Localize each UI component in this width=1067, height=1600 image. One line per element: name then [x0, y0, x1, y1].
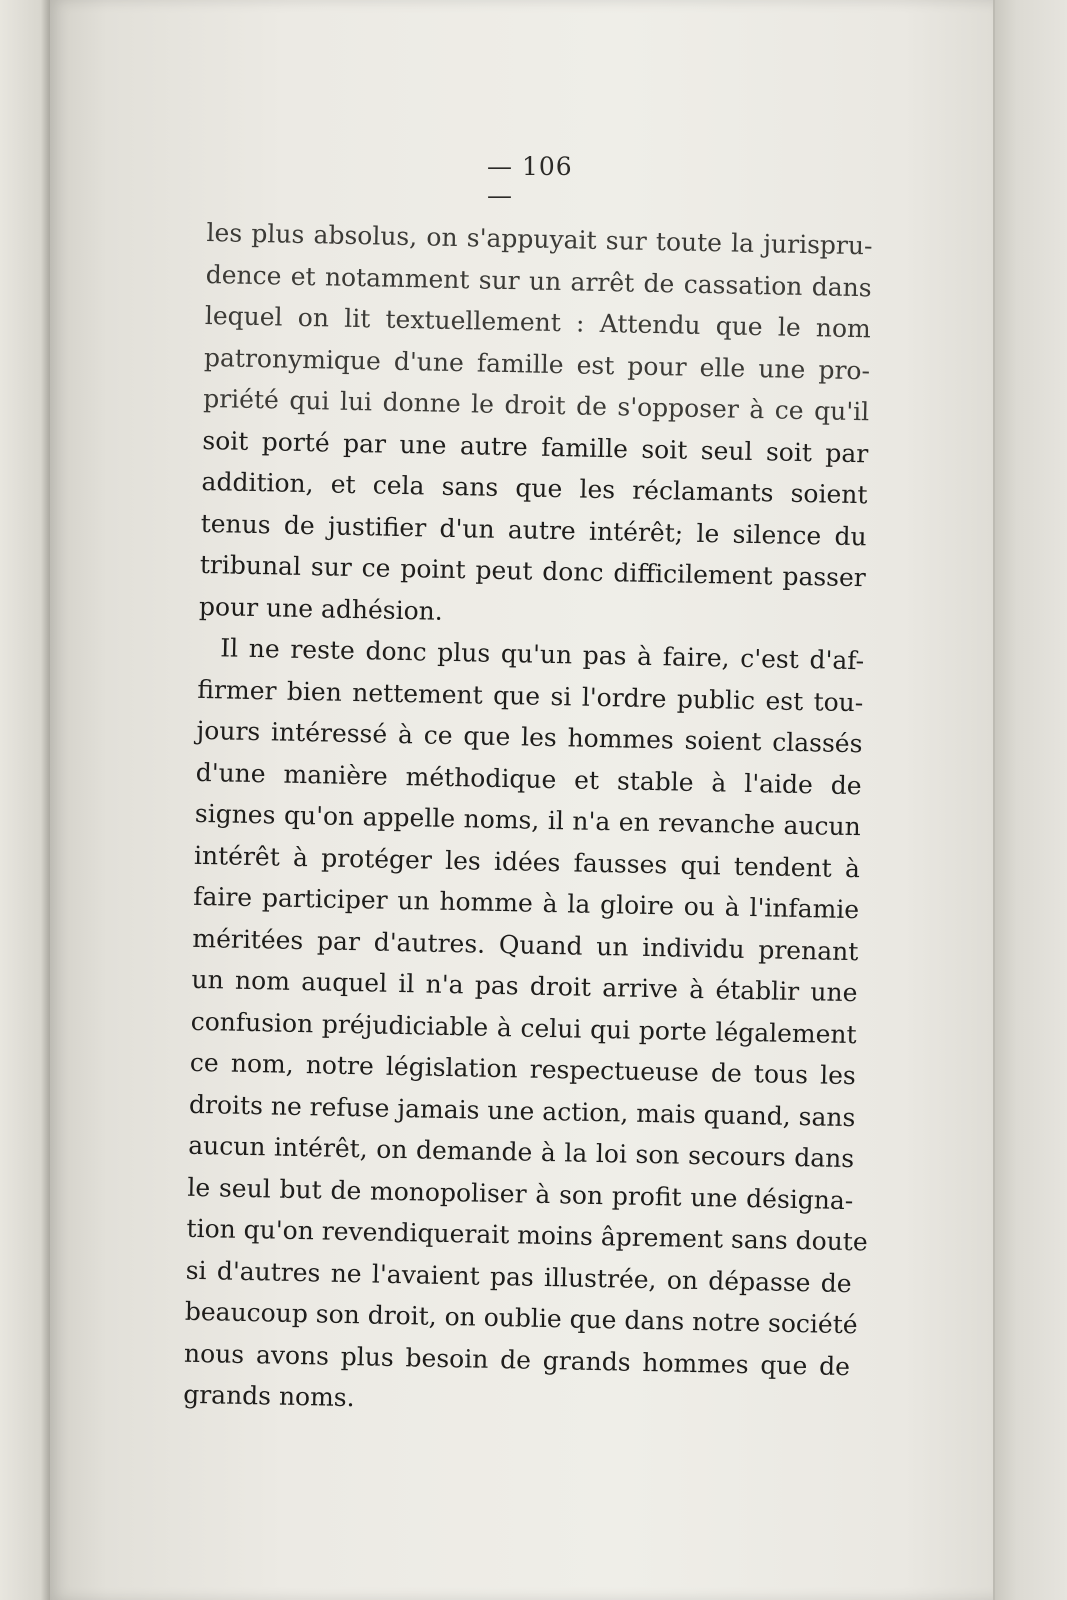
text-line: beaucoup son droit, on oublie que dans notre société [184, 1296, 858, 1340]
text-line: intérêt à protéger les idées fausses qui tendent à [193, 840, 861, 883]
text-line: Il ne reste donc plus qu'un pas à faire, c'est d'af- [219, 633, 865, 676]
text-line: les plus absolus, on s'appuyait sur toute la jurispru- [206, 217, 873, 261]
text-line: patronymique d'une famille est pour elle une pro- [203, 342, 871, 385]
text-line: signes qu'on appelle noms, il n'a en revanche aucun [194, 798, 862, 842]
text-line: confusion préjudiciable à celui qui porte légalement [190, 1006, 857, 1049]
text-line: priété qui lui donne le droit de s'opposer à ce qu'il [202, 383, 870, 427]
text-line: tion qu'on revendiquerait moins âprement sans doute [186, 1213, 868, 1257]
text-line: méritées par d'autres. Quand un individu prenant [192, 923, 859, 966]
text-line: addition, et cela sans que les réclamants soient [201, 466, 868, 510]
body-text [183, 212, 873, 1429]
text-line: d'une manière méthodique et stable à l'aide de [195, 757, 862, 800]
text-line: aucun intérêt, on demande à la loi son secours dans [187, 1130, 855, 1174]
text-line: faire participer un homme à la gloire ou à l'infamie [192, 881, 860, 925]
text-line: pour une adhésion. [198, 591, 444, 626]
page-number: — 106 — [487, 152, 573, 210]
text-line: ce nom, notre législation respectueuse de tous les [189, 1047, 857, 1091]
text-line: lequel on lit textuellement : Attendu que le nom [204, 300, 872, 344]
text-line: firmer bien nettement que si l'ordre public est tou- [197, 674, 864, 717]
text-line: jours intéressé à ce que les hommes soient classés [196, 715, 863, 759]
text-line: le seul but de monopoliser à son profit une désigna- [187, 1172, 854, 1215]
right-page-stack [993, 0, 1067, 1600]
text-line: tenus de justifier d'un autre intérêt; le silence du [200, 508, 867, 551]
text-line: grands noms. [182, 1379, 355, 1413]
text-line: dence et notamment sur un arrêt de cassation dans [205, 259, 872, 302]
text-line: si d'autres ne l'avaient pas illustrée, on dépasse de [185, 1255, 852, 1298]
text-line: un nom auquel il n'a pas droit arrive à établir une [191, 964, 858, 1008]
text-line: soit porté par une autre famille soit seul soit par [202, 425, 869, 468]
text-line: droits ne refuse jamais une action, mais quand, sans [188, 1089, 856, 1132]
text-line: tribunal sur ce point peut donc difficilement passer [199, 549, 867, 593]
text-line: nous avons plus besoin de grands hommes que de [183, 1338, 851, 1381]
